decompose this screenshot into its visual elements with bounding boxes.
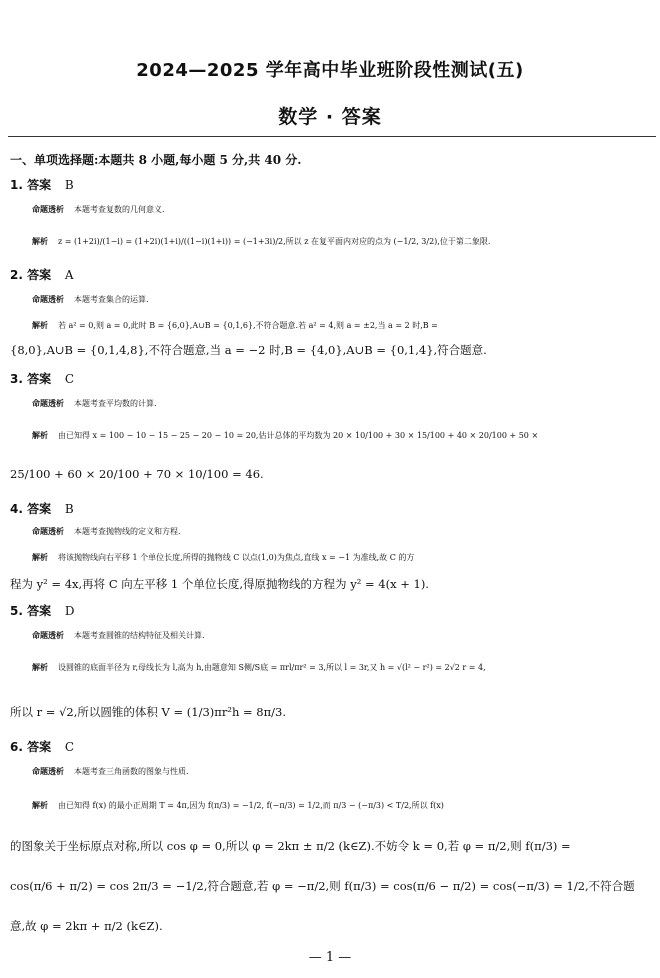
solution-line: 将该抛物线向右平移 1 个单位长度,所得的抛物线 C 以点(1,0)为焦点,直线 x = −1 为准线,故 C 的方 [58, 553, 415, 562]
solution-line: z = (1+2i)/(1−i) = (1+2i)(1+i)/((1−i)(1+i)) = (−1+3i)/2,所以 z 在复平面内对应的点为 (−1/2, 3/2),位于第二象限. [58, 237, 491, 246]
analysis-label: 命题透析 [32, 631, 64, 640]
answer-letter: D [64, 604, 75, 618]
question-number: 5. 答案 [10, 604, 52, 618]
question-5-solution-cont: 所以 r = √2,所以圆锥的体积 V = (1/3)πr²h = 8π/3. [10, 705, 287, 719]
solution-label: 解析 [32, 553, 48, 562]
title-divider [8, 136, 656, 137]
question-number: 1. 答案 [10, 178, 52, 192]
solution-line: 由已知得 x = 100 − 10 − 15 − 25 − 20 − 10 = 20,估计总体的平均数为 20 × 10/100 + 30 × 15/100 + 40 × 20/100 + 50 × [58, 431, 539, 440]
question-2-answer [10, 266, 74, 283]
question-6-answer [10, 738, 74, 755]
question-3-answer [10, 370, 74, 387]
analysis-label: 命题透析 [32, 205, 64, 214]
analysis-text: 本题考查圆锥的结构特征及相关计算. [74, 631, 205, 640]
question-3-solution [32, 428, 660, 444]
page-title: 2024—2025 学年高中毕业班阶段性测试(五) [136, 60, 524, 81]
question-6-solution-cont-2: cos(π/6 + π/2) = cos 2π/3 = −1/2,符合题意,若 φ = −π/2,则 f(π/3) = cos(π/6 − π/2) = cos(−π/3) = 1/2,不符合题 [10, 879, 635, 893]
solution-label: 解析 [32, 321, 48, 330]
section-heading: 一、单项选择题:本题共 8 小题,每小题 5 分,共 40 分. [10, 153, 302, 167]
question-number: 3. 答案 [10, 372, 52, 386]
question-1-solution [32, 234, 660, 250]
answer-letter: C [64, 372, 75, 386]
solution-label: 解析 [32, 663, 48, 672]
solution-label: 解析 [32, 431, 48, 440]
question-4-solution [32, 550, 660, 566]
analysis-text: 本题考查三角函数的图象与性质. [74, 767, 189, 776]
analysis-text: 本题考查抛物线的定义和方程. [74, 527, 181, 536]
solution-label: 解析 [32, 801, 48, 810]
question-5-solution [32, 660, 660, 676]
question-1-answer [10, 176, 74, 193]
analysis-label: 命题透析 [32, 527, 64, 536]
analysis-text: 本题考查平均数的计算. [74, 399, 157, 408]
solution-line: 设圆锥的底面半径为 r,母线长为 l,高为 h,由题意知 S侧/S底 = πrl/πr² = 3,所以 l = 3r,又 h = √(l² − r²) = 2√2 r = 4, [58, 663, 486, 672]
analysis-text: 本题考查集合的运算. [74, 295, 149, 304]
answer-letter: B [64, 502, 74, 516]
question-number: 2. 答案 [10, 268, 52, 282]
question-5-analysis [32, 628, 660, 644]
page-subtitle: 数学 · 答案 [278, 106, 382, 128]
answer-letter: B [64, 178, 74, 192]
question-6-analysis [32, 764, 660, 780]
question-1-analysis [32, 202, 660, 218]
question-3-solution-cont: 25/100 + 60 × 20/100 + 70 × 10/100 = 46. [10, 467, 264, 481]
question-5-answer [10, 602, 75, 619]
analysis-label: 命题透析 [32, 295, 64, 304]
analysis-label: 命题透析 [32, 767, 64, 776]
question-3-analysis [32, 396, 660, 412]
question-number: 4. 答案 [10, 502, 52, 516]
question-4-solution-cont: 程为 y² = 4x,再将 C 向左平移 1 个单位长度,得原抛物线的方程为 y² = 4(x + 1). [10, 577, 429, 591]
solution-line: 由已知得 f(x) 的最小正周期 T = 4π,因为 f(π/3) = −1/2, f(−π/3) = 1/2,而 π/3 − (−π/3) < T/2,所以 f(x) [58, 801, 444, 810]
question-2-solution-cont: {8,0},A∪B = {0,1,4,8},不符合题意,当 a = −2 时,B = {4,0},A∪B = {0,1,4},符合题意. [10, 343, 487, 357]
solution-line: 若 a² = 0,则 a = 0,此时 B = {6,0},A∪B = {0,1,6},不符合题意.若 a² = 4,则 a = ±2,当 a = 2 时,B = [58, 321, 438, 330]
question-6-solution-cont-1: 的图象关于坐标原点对称,所以 cos φ = 0,所以 φ = 2kπ ± π/2 (k∈Z).不妨令 k = 0,若 φ = π/2,则 f(π/3) = [10, 839, 571, 853]
answer-letter: A [64, 268, 74, 282]
page-number: — 1 — [308, 950, 352, 965]
question-4-analysis [32, 524, 660, 540]
analysis-label: 命题透析 [32, 399, 64, 408]
question-number: 6. 答案 [10, 740, 52, 754]
answer-letter: C [64, 740, 75, 754]
question-2-solution [32, 318, 660, 334]
question-4-answer [10, 500, 74, 517]
question-2-analysis [32, 292, 660, 308]
question-6-solution [32, 798, 660, 814]
solution-label: 解析 [32, 237, 48, 246]
analysis-text: 本题考查复数的几何意义. [74, 205, 165, 214]
question-6-solution-cont-3: 意,故 φ = 2kπ + π/2 (k∈Z). [10, 919, 163, 933]
